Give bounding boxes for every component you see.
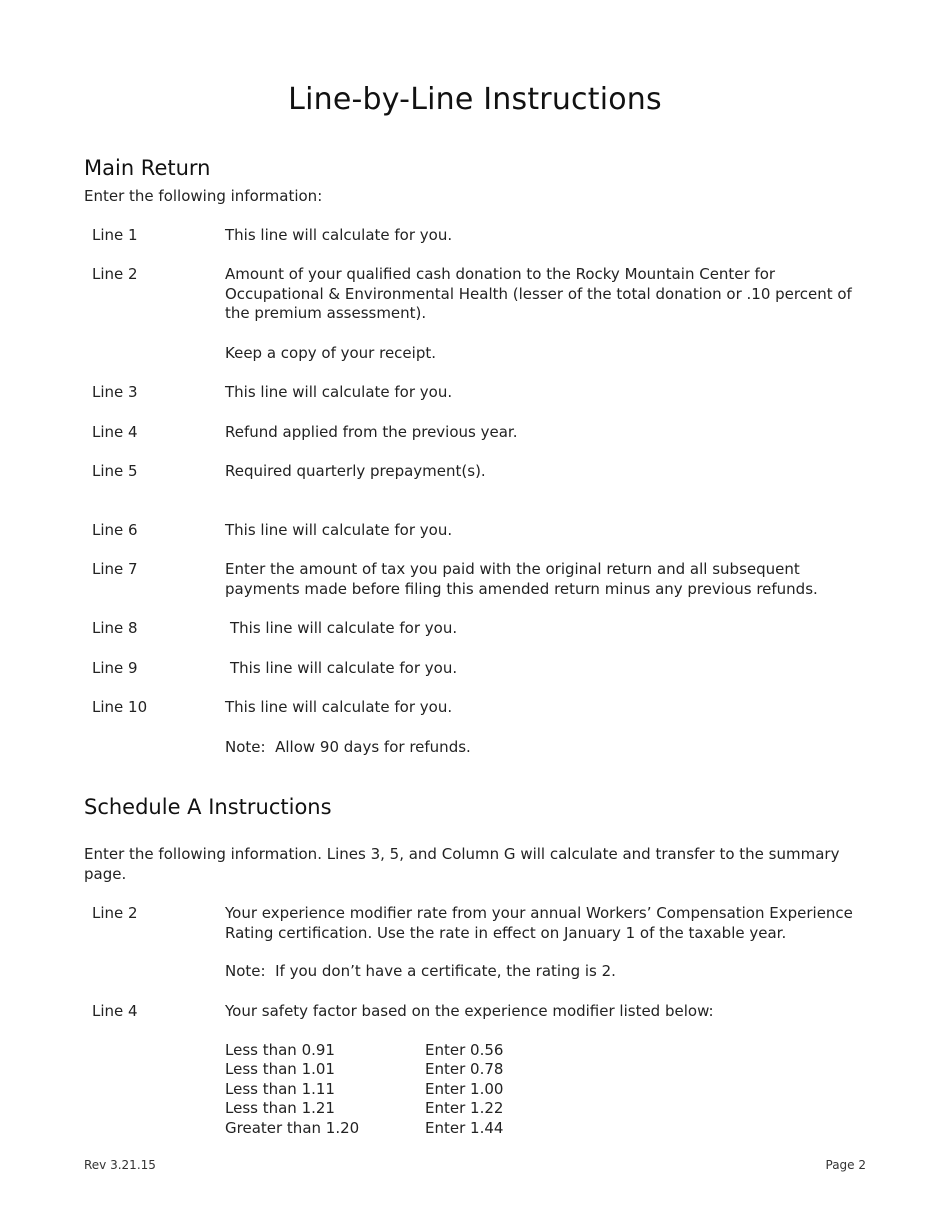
line-note: Note: If you don’t have a certificate, the rating is 2. bbox=[225, 962, 616, 980]
safety-factor-row bbox=[225, 1119, 625, 1139]
line-label: Line 3 bbox=[92, 383, 138, 401]
line-description: This line will calculate for you. bbox=[230, 619, 458, 637]
line-description: This line will calculate for you. bbox=[225, 698, 453, 716]
safety-factor-condition: Less than 1.11 bbox=[225, 1080, 335, 1098]
line-label: Line 8 bbox=[92, 619, 138, 637]
safety-factor-row bbox=[225, 1099, 625, 1119]
line-description: This line will calculate for you. bbox=[225, 521, 453, 539]
safety-factor-row bbox=[225, 1060, 625, 1080]
line-label: Line 10 bbox=[92, 698, 148, 716]
safety-factor-value: Enter 1.00 bbox=[425, 1080, 504, 1098]
line-description: This line will calculate for you. bbox=[225, 383, 453, 401]
main-return-intro: Enter the following information: bbox=[84, 187, 323, 205]
line-description: This line will calculate for you. bbox=[225, 226, 453, 244]
line-description: Amount of your qualified cash donation to the Rocky Mountain Center for Occupational & Environmental Health (lesser of the total donation or .10 percent of the premium assessment). bbox=[225, 265, 852, 322]
line-label: Line 2 bbox=[92, 265, 138, 283]
line-description: This line will calculate for you. bbox=[230, 659, 458, 677]
schedule-a-heading: Schedule A Instructions bbox=[84, 795, 332, 819]
footer-page-number: Page 2 bbox=[825, 1158, 866, 1172]
line-description: Refund applied from the previous year. bbox=[225, 423, 518, 441]
line-description: Enter the amount of tax you paid with the original return and all subsequent payments made before filing this amended return minus any previous refunds. bbox=[225, 560, 818, 598]
safety-factor-value: Enter 1.44 bbox=[425, 1119, 504, 1137]
line-label: Line 9 bbox=[92, 659, 138, 677]
main-return-heading: Main Return bbox=[84, 156, 211, 180]
safety-factor-value: Enter 0.56 bbox=[425, 1041, 504, 1059]
line-label: Line 4 bbox=[92, 423, 138, 441]
line-label: Line 1 bbox=[92, 226, 138, 244]
safety-factor-condition: Greater than 1.20 bbox=[225, 1119, 360, 1137]
safety-factor-condition: Less than 0.91 bbox=[225, 1041, 335, 1059]
line-label: Line 2 bbox=[92, 904, 138, 922]
line-label: Line 5 bbox=[92, 462, 138, 480]
line-description: Your safety factor based on the experience modifier listed below: bbox=[225, 1002, 714, 1020]
safety-factor-row bbox=[225, 1080, 625, 1100]
schedule-a-intro: Enter the following information. Lines 3, 5, and Column G will calculate and transfer to the summary page. bbox=[84, 845, 840, 883]
footer-revision: Rev 3.21.15 bbox=[84, 1158, 156, 1172]
line-note: Keep a copy of your receipt. bbox=[225, 344, 436, 362]
line-description: Your experience modifier rate from your annual Workers’ Compensation Experience Rating certification. Use the rate in effect on January 1 of the taxable year. bbox=[225, 904, 853, 942]
page-title: Line-by-Line Instructions bbox=[288, 82, 662, 117]
safety-factor-value: Enter 0.78 bbox=[425, 1060, 504, 1078]
line-note: Note: Allow 90 days for refunds. bbox=[225, 738, 471, 756]
safety-factor-row bbox=[225, 1041, 625, 1061]
line-label: Line 4 bbox=[92, 1002, 138, 1020]
safety-factor-value: Enter 1.22 bbox=[425, 1099, 504, 1117]
safety-factor-condition: Less than 1.21 bbox=[225, 1099, 335, 1117]
line-description: Required quarterly prepayment(s). bbox=[225, 462, 486, 480]
line-label: Line 7 bbox=[92, 560, 138, 578]
safety-factor-condition: Less than 1.01 bbox=[225, 1060, 335, 1078]
line-label: Line 6 bbox=[92, 521, 138, 539]
